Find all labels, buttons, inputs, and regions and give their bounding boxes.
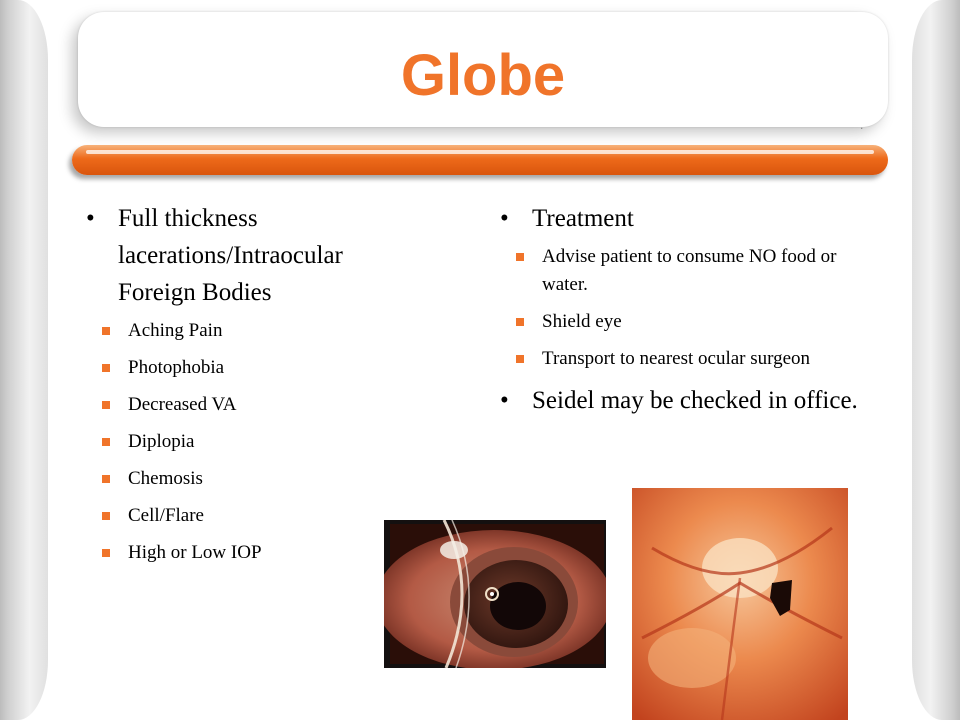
list-item (86, 502, 416, 530)
list-item (500, 308, 870, 336)
fundus-image (632, 488, 848, 720)
list-item (86, 354, 416, 382)
list-item-label: Transport to nearest ocular surgeon (542, 348, 811, 369)
eye-photo-icon (384, 520, 606, 668)
list-item (86, 428, 416, 456)
fundus-photo-icon (632, 488, 848, 720)
right-heading-bullet (500, 200, 870, 237)
seidel-note: Seidel may be checked in office. (532, 387, 858, 414)
list-item-label: High or Low IOP (128, 542, 262, 563)
list-item-label: Decreased VA (128, 394, 237, 415)
list-item (500, 345, 870, 373)
title-divider-bar (72, 145, 888, 175)
list-item-label: Aching Pain (128, 320, 223, 341)
left-decorative-bar (0, 0, 48, 720)
list-item-label: Advise patient to consume NO food or water. (542, 246, 837, 295)
title-marker: . (860, 118, 864, 132)
left-heading-bullet (86, 200, 416, 311)
treatment-heading: Treatment (532, 205, 634, 232)
slide-title: Globe (400, 43, 566, 108)
right-column (500, 200, 870, 419)
treatment-list (500, 243, 870, 373)
list-item (86, 317, 416, 345)
slit-lamp-eye-image (384, 520, 606, 668)
list-item-label: Diplopia (128, 431, 195, 452)
seidel-bullet (500, 382, 870, 419)
list-item-label: Photophobia (128, 357, 225, 378)
list-item (86, 391, 416, 419)
left-heading: Full thickness lacerations/Intraocular Foreign Bodies (118, 205, 343, 306)
list-item (86, 539, 416, 567)
list-item-label: Chemosis (128, 468, 203, 489)
list-item (500, 243, 870, 299)
symptoms-list (86, 317, 416, 567)
left-column (86, 200, 416, 576)
list-item-label: Shield eye (542, 311, 622, 332)
list-item-label: Cell/Flare (128, 505, 204, 526)
list-item (86, 465, 416, 493)
right-decorative-bar (912, 0, 960, 720)
